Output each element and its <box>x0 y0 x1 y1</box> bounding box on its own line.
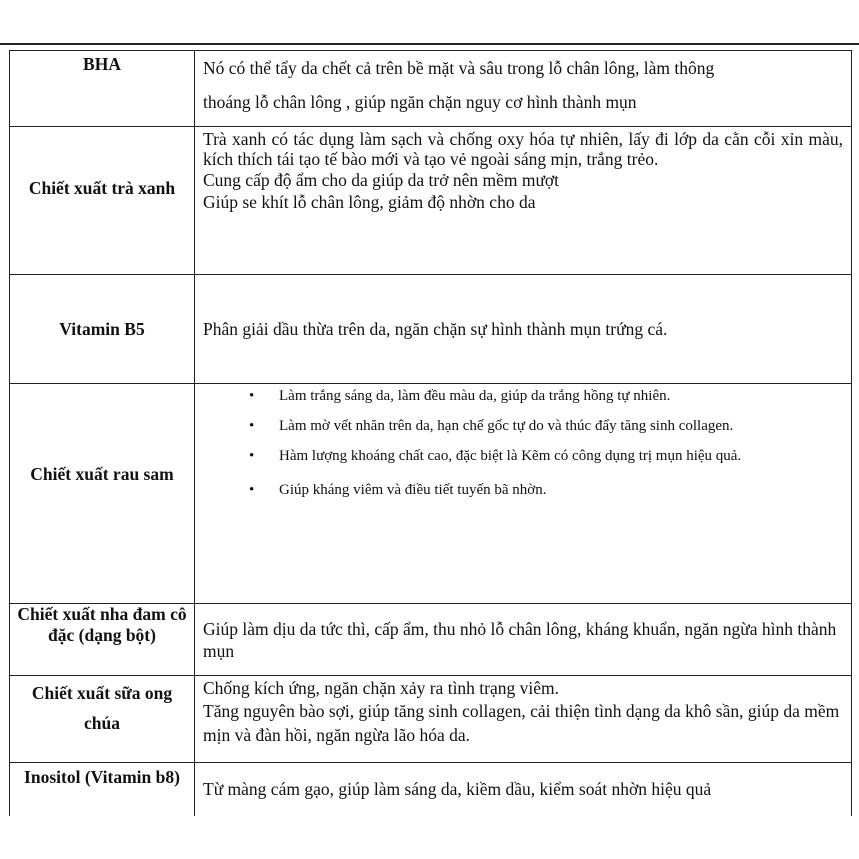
ingredient-name: Chiết xuất sữa ong chúa <box>31 683 173 733</box>
table-row <box>10 275 851 384</box>
ingredient-effect-cell <box>195 275 851 383</box>
ingredient-name-cell <box>10 676 195 762</box>
ingredient-name-cell <box>10 763 195 816</box>
ingredient-name: Vitamin B5 <box>59 319 145 339</box>
effect-bullet-list <box>195 386 851 500</box>
ingredient-name: Inositol (Vitamin b8) <box>24 767 180 787</box>
ingredient-name-cell <box>10 604 195 675</box>
ingredient-effect-cell <box>195 604 851 675</box>
ingredient-effect-cell <box>195 127 851 274</box>
table-row <box>10 604 851 676</box>
effect-line: Nó có thể tẩy da chết cả trên bề mặt và sâu trong lỗ chân lông, làm thông <box>203 58 715 78</box>
ingredient-effect-cell <box>195 763 851 816</box>
list-item: • Hàm lượng khoáng chất cao, đặc biệt là Kẽm có công dụng trị mụn hiệu quả. <box>195 446 851 466</box>
table-row <box>10 763 851 816</box>
table-row <box>10 127 851 275</box>
table-row <box>10 51 851 127</box>
effect-line: Giúp se khít lỗ chân lông, giảm độ nhờn cho da <box>203 192 536 212</box>
top-rule <box>0 43 859 45</box>
ingredient-effect-cell <box>195 51 851 126</box>
ingredient-table <box>9 50 852 816</box>
effect-line: Trà xanh có tác dụng làm sạch và chống oxy hóa tự nhiên, lấy đi lớp da cằn cỗi xỉn màu, kích thích tái tạo tế bào mới và tạo vẻ ngoài sáng mịn, trắng trẻo. <box>203 129 843 169</box>
ingredient-name-cell <box>10 51 195 126</box>
table-row <box>10 676 851 763</box>
ingredient-name: Chiết xuất nha đam cô đặc (dạng bột) <box>17 604 187 645</box>
effect-line: Giúp làm dịu da tức thì, cấp ẩm, thu nhỏ lỗ chân lông, kháng khuẩn, ngăn ngừa hình thành mụn <box>203 618 837 661</box>
effect-line: Phân giải dầu thừa trên da, ngăn chặn sự hình thành mụn trứng cá. <box>203 318 668 339</box>
list-item: • Làm trắng sáng da, làm đều màu da, giúp da trắng hồng tự nhiên. <box>195 386 851 406</box>
effect-line: Tăng nguyên bào sợi, giúp tăng sinh collagen, cải thiện tình dạng da khô sần, giúp da mềm mịn và đàn hồi, ngăn ngừa lão hóa da. <box>203 701 840 745</box>
ingredient-name-cell <box>10 127 195 274</box>
ingredient-name-cell <box>10 275 195 383</box>
table-row <box>10 384 851 604</box>
effect-line: thoáng lỗ chân lông , giúp ngăn chặn nguy cơ hình thành mụn <box>203 92 637 112</box>
effect-line: Chống kích ứng, ngăn chặn xảy ra tình trạng viêm. <box>203 678 559 698</box>
ingredient-effect-cell <box>195 384 851 603</box>
effect-line: Từ màng cám gạo, giúp làm sáng da, kiềm dầu, kiểm soát nhờn hiệu quả <box>203 779 712 799</box>
effect-line: Cung cấp độ ẩm cho da giúp da trở nên mềm mượt <box>203 170 560 190</box>
ingredient-name: Chiết xuất rau sam <box>30 464 174 484</box>
ingredient-name: Chiết xuất trà xanh <box>28 178 176 198</box>
ingredient-name: BHA <box>83 54 121 74</box>
list-item: • Làm mờ vết nhăn trên da, hạn chế gốc tự do và thúc đẩy tăng sinh collagen. <box>195 416 851 436</box>
list-item: • Giúp kháng viêm và điều tiết tuyến bã nhờn. <box>195 480 851 500</box>
ingredient-name-cell <box>10 384 195 603</box>
ingredient-effect-cell <box>195 676 851 762</box>
